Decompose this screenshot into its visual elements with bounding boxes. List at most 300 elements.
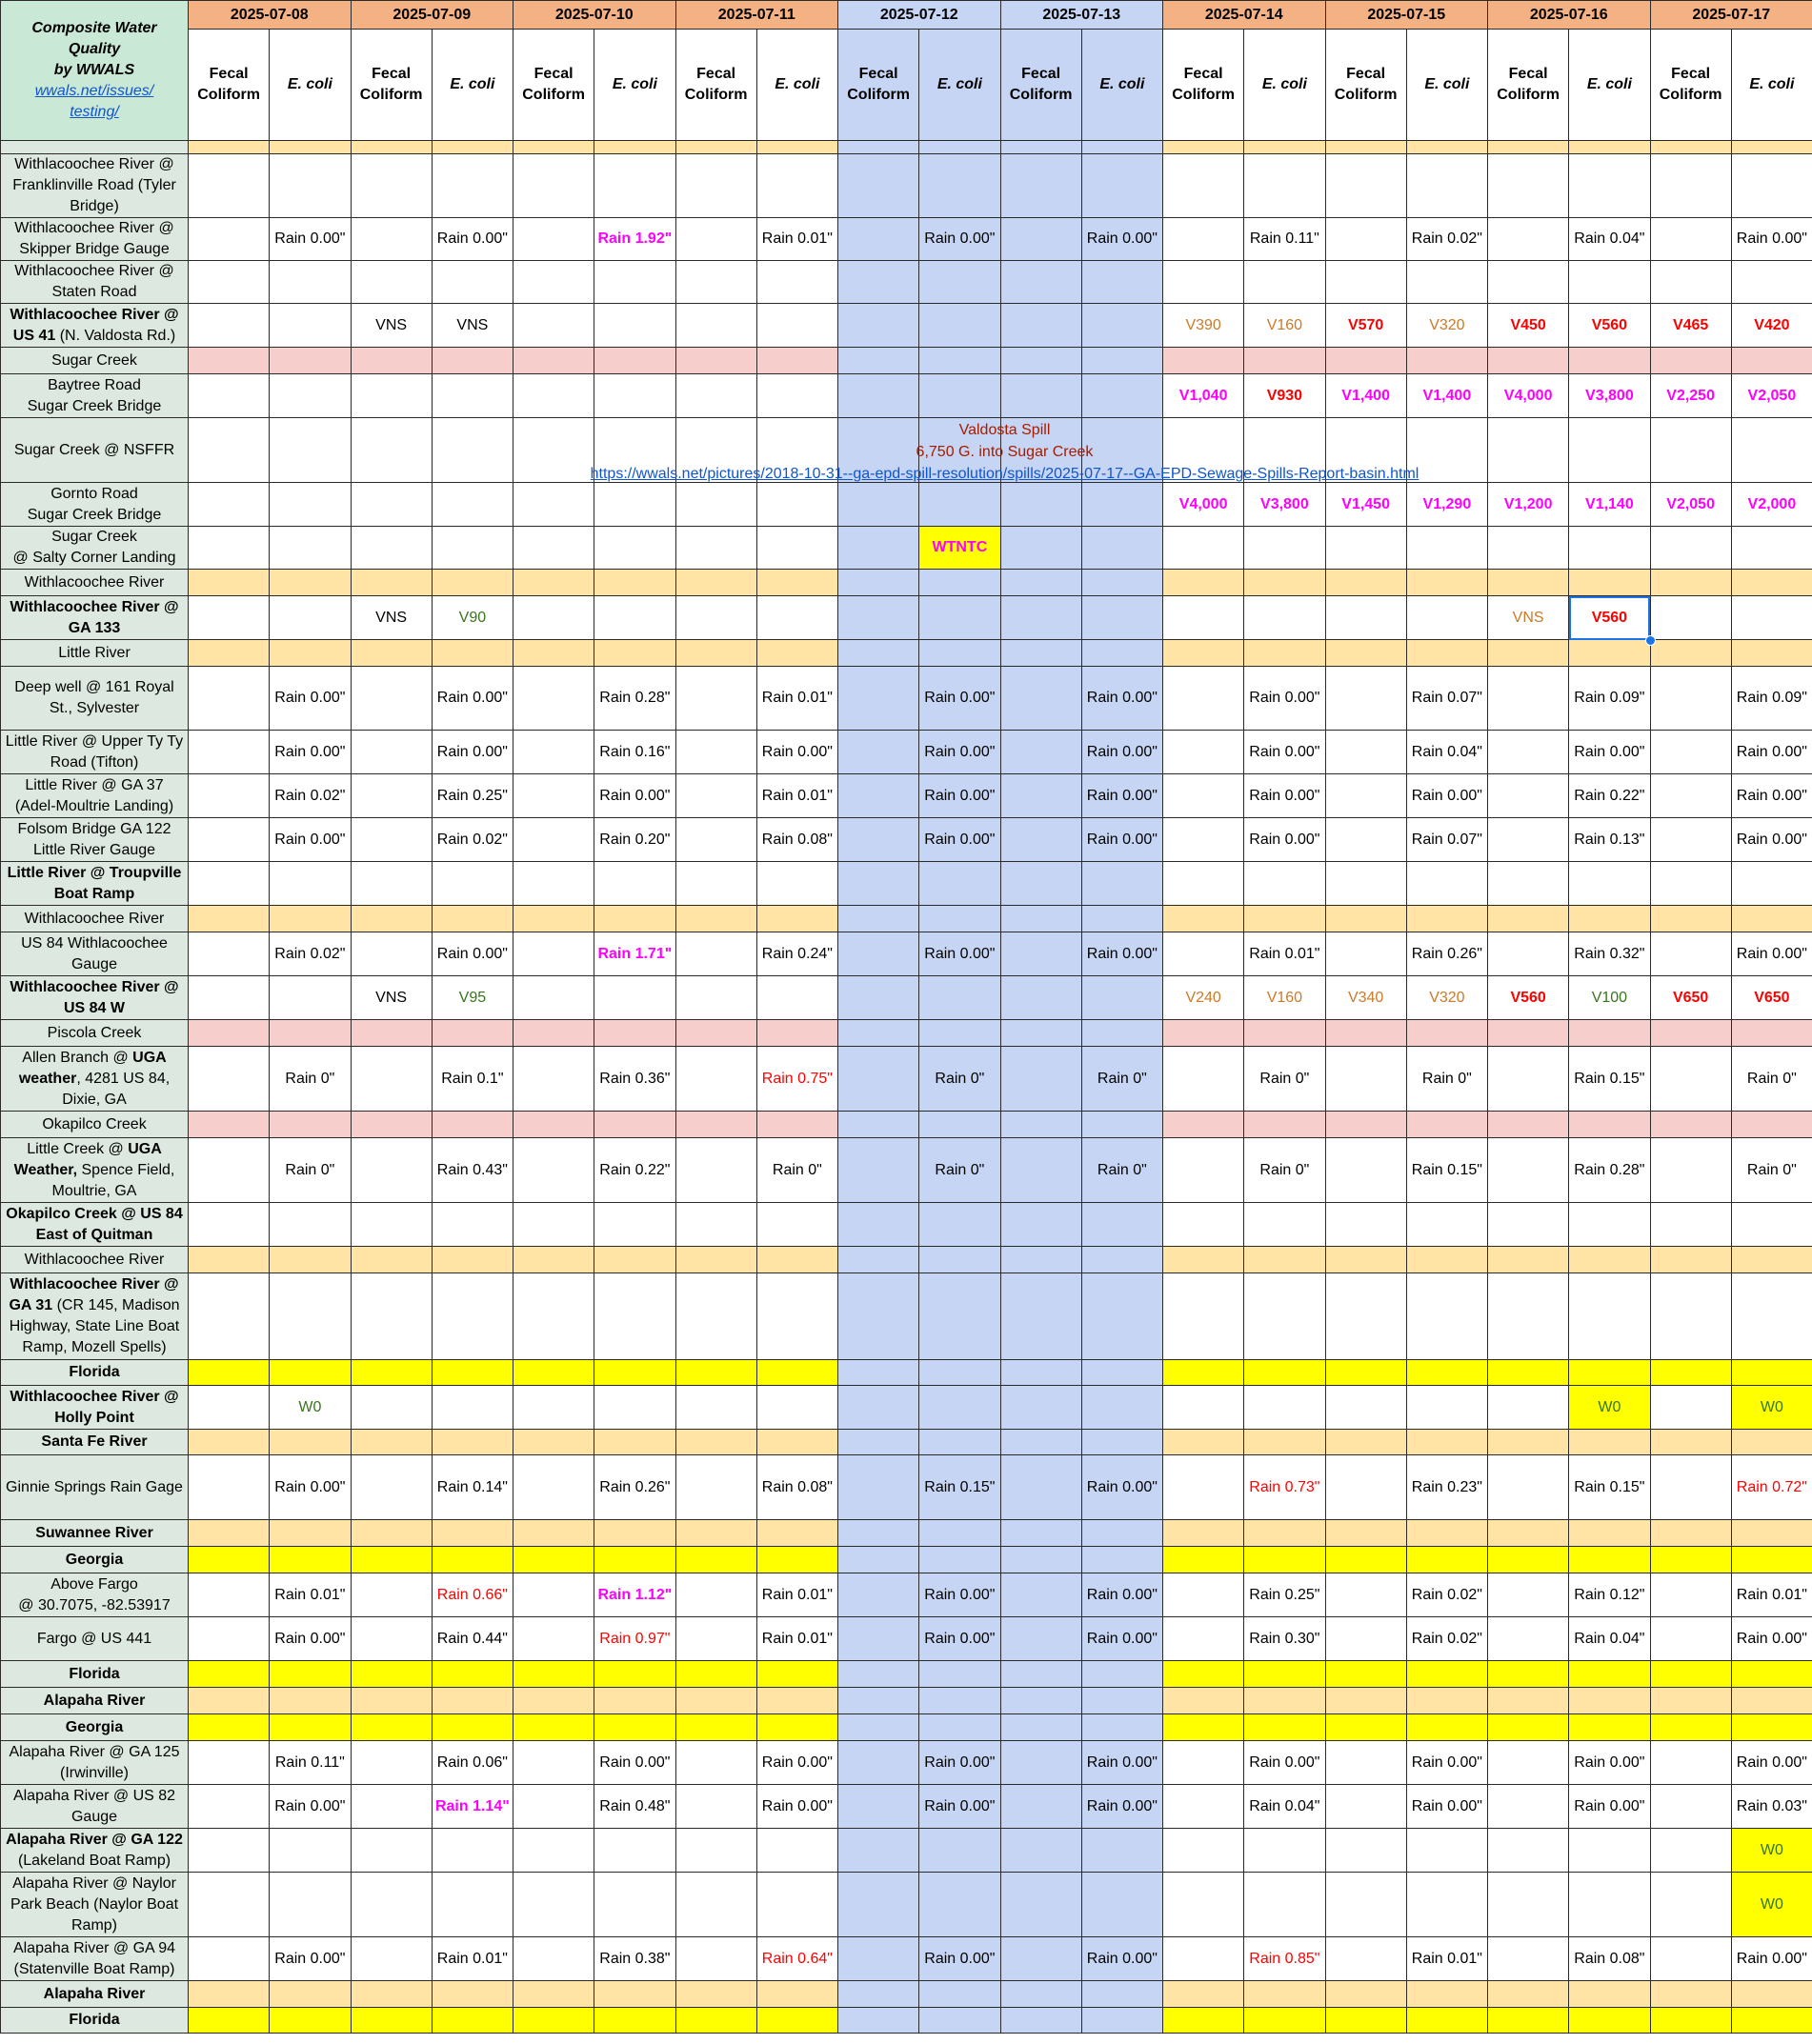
cell[interactable] [838, 1873, 919, 1937]
section-label[interactable]: Little River [1, 640, 189, 667]
cell[interactable] [351, 1430, 432, 1455]
cell[interactable] [270, 1430, 351, 1455]
rain-value[interactable]: Rain 0.09" [1731, 667, 1812, 731]
cell[interactable] [1081, 1547, 1162, 1573]
rain-value[interactable]: Rain 0.00" [1081, 1741, 1162, 1785]
cell[interactable] [756, 304, 837, 348]
cell[interactable] [838, 1360, 919, 1386]
rain-value[interactable]: Rain 0.00" [1081, 1937, 1162, 1981]
cell[interactable] [1650, 1455, 1731, 1520]
cell[interactable] [675, 1741, 756, 1785]
cell[interactable] [1325, 1829, 1406, 1873]
sample-value[interactable]: VNS [432, 304, 513, 348]
cell[interactable] [675, 1829, 756, 1873]
fecal-coliform-header[interactable] [1163, 30, 1244, 141]
cell[interactable] [838, 1617, 919, 1661]
cell[interactable] [513, 906, 594, 932]
e-coli-header[interactable]: E. coli [1406, 30, 1487, 141]
cell[interactable] [838, 596, 919, 640]
sample-value[interactable]: VNS [1488, 596, 1569, 640]
sample-value[interactable]: W0 [1731, 1873, 1812, 1937]
cell[interactable] [351, 1873, 432, 1937]
rain-value[interactable]: Rain 0.01" [270, 1573, 351, 1617]
rain-value[interactable]: Rain 0.00" [919, 1741, 1000, 1785]
cell[interactable] [351, 774, 432, 818]
cell[interactable] [594, 862, 675, 906]
cell[interactable] [1325, 1455, 1406, 1520]
cell[interactable] [1163, 1688, 1244, 1714]
cell[interactable] [1731, 570, 1812, 596]
cell[interactable] [270, 141, 351, 154]
rain-value[interactable]: Rain 0" [1406, 1047, 1487, 1112]
fecal-coliform-header[interactable] [675, 30, 756, 141]
cell[interactable] [1081, 1247, 1162, 1273]
cell[interactable] [1163, 261, 1244, 304]
cell[interactable] [1650, 1981, 1731, 2008]
cell[interactable] [1000, 1455, 1081, 1520]
cell[interactable] [1488, 1112, 1569, 1138]
rain-value[interactable]: Rain 0.00" [1081, 818, 1162, 862]
cell[interactable] [838, 1937, 919, 1981]
cell[interactable] [189, 1273, 270, 1360]
rain-value[interactable]: Rain 0.00" [1244, 1741, 1325, 1785]
cell[interactable] [1163, 1617, 1244, 1661]
cell[interactable] [675, 218, 756, 261]
cell[interactable] [1731, 640, 1812, 667]
cell[interactable] [1406, 1688, 1487, 1714]
cell[interactable] [189, 1741, 270, 1785]
site-label[interactable] [1, 731, 189, 774]
cell[interactable] [351, 1661, 432, 1688]
cell[interactable] [1325, 1138, 1406, 1203]
cell[interactable] [1569, 1873, 1650, 1937]
cell[interactable] [1163, 1937, 1244, 1981]
cell[interactable] [838, 640, 919, 667]
cell[interactable] [1731, 1981, 1812, 2008]
cell[interactable] [1488, 348, 1569, 374]
cell[interactable] [1731, 1203, 1812, 1247]
cell[interactable] [513, 932, 594, 976]
cell[interactable] [513, 1937, 594, 1981]
cell[interactable] [1244, 570, 1325, 596]
cell[interactable] [1731, 1688, 1812, 1714]
cell[interactable] [1488, 932, 1569, 976]
date-header[interactable]: 2025-07-14 [1163, 1, 1326, 30]
cell[interactable] [1406, 596, 1487, 640]
section-label[interactable]: Florida [1, 2008, 189, 2034]
cell[interactable] [513, 731, 594, 774]
rain-value[interactable]: Rain 0.00" [270, 731, 351, 774]
cell[interactable] [513, 640, 594, 667]
cell[interactable] [1000, 304, 1081, 348]
cell[interactable] [1488, 1430, 1569, 1455]
cell[interactable] [1081, 1873, 1162, 1937]
sample-value[interactable]: V560 [1488, 976, 1569, 1020]
rain-value[interactable]: Rain 0.01" [756, 218, 837, 261]
cell[interactable] [1163, 527, 1244, 570]
cell[interactable] [838, 1112, 919, 1138]
cell[interactable] [838, 304, 919, 348]
section-label[interactable]: Alapaha River [1, 1688, 189, 1714]
cell[interactable] [756, 348, 837, 374]
cell[interactable] [1244, 1520, 1325, 1547]
rain-value[interactable]: Rain 0.00" [1081, 731, 1162, 774]
cell[interactable] [1244, 141, 1325, 154]
cell[interactable] [919, 1661, 1000, 1688]
cell[interactable] [351, 862, 432, 906]
cell[interactable] [1406, 1661, 1487, 1688]
cell[interactable] [1488, 570, 1569, 596]
cell[interactable] [1163, 1785, 1244, 1829]
cell[interactable] [351, 1937, 432, 1981]
cell[interactable] [1406, 1873, 1487, 1937]
cell[interactable] [270, 304, 351, 348]
cell[interactable] [594, 261, 675, 304]
cell[interactable] [1000, 774, 1081, 818]
cell[interactable] [594, 1688, 675, 1714]
corner-title-cell[interactable] [1, 1, 189, 141]
cell[interactable] [838, 862, 919, 906]
cell[interactable] [270, 483, 351, 527]
rain-value[interactable]: Rain 0.00" [270, 818, 351, 862]
cell[interactable] [838, 1203, 919, 1247]
cell[interactable] [675, 1360, 756, 1386]
cell[interactable] [1325, 141, 1406, 154]
rain-value[interactable]: Rain 0.08" [1569, 1937, 1650, 1981]
cell[interactable] [675, 1430, 756, 1455]
cell[interactable] [1081, 304, 1162, 348]
cell[interactable] [1650, 261, 1731, 304]
cell[interactable] [675, 374, 756, 418]
cell[interactable] [675, 906, 756, 932]
cell[interactable] [919, 1714, 1000, 1741]
cell[interactable] [1650, 1617, 1731, 1661]
cell[interactable] [594, 596, 675, 640]
cell[interactable] [1488, 141, 1569, 154]
cell[interactable] [675, 1020, 756, 1047]
cell[interactable] [351, 1785, 432, 1829]
cell[interactable] [189, 1047, 270, 1112]
cell[interactable] [1569, 1661, 1650, 1688]
site-label[interactable] [1, 1573, 189, 1617]
cell[interactable] [838, 1661, 919, 1688]
cell[interactable] [594, 374, 675, 418]
rain-value[interactable]: Rain 0.04" [1569, 1617, 1650, 1661]
section-label[interactable]: Withlacoochee River [1, 1247, 189, 1273]
cell[interactable] [1650, 1112, 1731, 1138]
cell[interactable] [1731, 1547, 1812, 1573]
cell[interactable] [919, 1981, 1000, 2008]
cell[interactable] [1325, 862, 1406, 906]
cell[interactable] [1081, 483, 1162, 527]
e-coli-header[interactable]: E. coli [919, 30, 1000, 141]
cell[interactable] [189, 932, 270, 976]
cell[interactable] [594, 2008, 675, 2034]
cell[interactable] [675, 774, 756, 818]
rain-value[interactable]: Rain 0.00" [1569, 1741, 1650, 1785]
rain-value[interactable]: Rain 0.00" [919, 218, 1000, 261]
cell[interactable] [1163, 667, 1244, 731]
cell[interactable] [1488, 862, 1569, 906]
cell[interactable] [1406, 1520, 1487, 1547]
cell[interactable] [1488, 1247, 1569, 1273]
e-coli-header[interactable]: E. coli [432, 30, 513, 141]
cell[interactable] [432, 1203, 513, 1247]
cell[interactable] [1650, 1661, 1731, 1688]
sample-value[interactable]: V560 [1569, 596, 1650, 640]
cell[interactable] [1488, 1273, 1569, 1360]
cell[interactable] [1000, 1981, 1081, 2008]
rain-value[interactable]: Rain 0.04" [1406, 731, 1487, 774]
cell[interactable] [838, 2008, 919, 2034]
cell[interactable] [1731, 862, 1812, 906]
cell[interactable] [1081, 862, 1162, 906]
cell[interactable] [432, 483, 513, 527]
cell[interactable] [1406, 1829, 1487, 1873]
rain-value[interactable]: Rain 0.16" [594, 731, 675, 774]
sample-value[interactable]: W0 [1731, 1829, 1812, 1873]
date-header[interactable]: 2025-07-10 [513, 1, 676, 30]
cell[interactable] [756, 1273, 837, 1360]
cell[interactable] [838, 731, 919, 774]
cell[interactable] [1731, 527, 1812, 570]
cell[interactable] [1081, 1520, 1162, 1547]
cell[interactable] [1731, 1360, 1812, 1386]
cell[interactable] [270, 1203, 351, 1247]
fecal-coliform-header[interactable] [1488, 30, 1569, 141]
rain-value[interactable]: Rain 0.00" [1569, 1785, 1650, 1829]
site-label[interactable] [1, 976, 189, 1020]
rain-value[interactable]: Rain 0.26" [1406, 932, 1487, 976]
cell[interactable] [1488, 906, 1569, 932]
cell[interactable] [351, 1573, 432, 1617]
cell[interactable] [675, 862, 756, 906]
cell[interactable] [351, 1520, 432, 1547]
cell[interactable] [675, 1047, 756, 1112]
cell[interactable] [513, 818, 594, 862]
cell[interactable] [513, 596, 594, 640]
sample-value[interactable]: V4,000 [1488, 374, 1569, 418]
sample-value[interactable]: V465 [1650, 304, 1731, 348]
cell[interactable] [1325, 1547, 1406, 1573]
cell[interactable] [1650, 1688, 1731, 1714]
rain-value[interactable]: Rain 0.13" [1569, 818, 1650, 862]
sample-value[interactable]: W0 [1569, 1386, 1650, 1430]
cell[interactable] [189, 1688, 270, 1714]
rain-value[interactable]: Rain 0.75" [756, 1047, 837, 1112]
cell[interactable] [270, 261, 351, 304]
cell[interactable] [1163, 1455, 1244, 1520]
fecal-coliform-header[interactable] [838, 30, 919, 141]
cell[interactable] [756, 1829, 837, 1873]
cell[interactable] [756, 154, 837, 218]
site-label[interactable] [1, 1138, 189, 1203]
cell[interactable] [1325, 731, 1406, 774]
cell[interactable] [270, 1020, 351, 1047]
cell[interactable] [594, 1112, 675, 1138]
sample-value[interactable]: V340 [1325, 976, 1406, 1020]
cell[interactable] [756, 1520, 837, 1547]
cell[interactable] [513, 348, 594, 374]
section-label[interactable]: Alapaha River [1, 1981, 189, 2008]
fecal-coliform-header[interactable] [513, 30, 594, 141]
cell[interactable] [513, 1138, 594, 1203]
cell[interactable] [756, 1386, 837, 1430]
section-label[interactable]: Georgia [1, 1714, 189, 1741]
cell[interactable] [1163, 1547, 1244, 1573]
cell[interactable] [594, 1020, 675, 1047]
fecal-coliform-header[interactable] [189, 30, 270, 141]
cell[interactable] [1000, 483, 1081, 527]
rain-value[interactable]: Rain 0.15" [1569, 1047, 1650, 1112]
section-label[interactable]: Georgia [1, 1547, 189, 1573]
cell[interactable] [1650, 1203, 1731, 1247]
rain-value[interactable]: Rain 0.08" [756, 818, 837, 862]
cell[interactable] [1488, 1661, 1569, 1688]
cell[interactable] [1406, 906, 1487, 932]
cell[interactable] [1244, 261, 1325, 304]
sample-value[interactable]: V160 [1244, 976, 1325, 1020]
cell[interactable] [675, 1617, 756, 1661]
cell[interactable] [351, 1455, 432, 1520]
cell[interactable] [919, 1873, 1000, 1937]
cell[interactable] [1325, 1203, 1406, 1247]
cell[interactable] [432, 1829, 513, 1873]
cell[interactable] [1731, 154, 1812, 218]
cell[interactable] [1081, 1203, 1162, 1247]
cell[interactable] [1325, 1273, 1406, 1360]
site-label[interactable] [1, 1047, 189, 1112]
rain-value[interactable]: Rain 0.01" [1244, 932, 1325, 976]
cell[interactable] [1325, 1112, 1406, 1138]
cell[interactable] [513, 1829, 594, 1873]
cell[interactable] [1244, 640, 1325, 667]
cell[interactable] [1406, 1714, 1487, 1741]
cell[interactable] [1081, 1020, 1162, 1047]
cell[interactable] [1081, 1430, 1162, 1455]
cell[interactable] [432, 570, 513, 596]
cell[interactable] [189, 374, 270, 418]
cell[interactable] [1569, 640, 1650, 667]
cell[interactable] [1000, 261, 1081, 304]
rain-value[interactable]: Rain 0.11" [270, 1741, 351, 1785]
cell[interactable] [351, 932, 432, 976]
rain-value[interactable]: Rain 0.00" [594, 774, 675, 818]
cell[interactable] [756, 640, 837, 667]
cell[interactable] [756, 527, 837, 570]
cell[interactable] [1000, 1112, 1081, 1138]
cell[interactable] [1163, 1203, 1244, 1247]
cell[interactable] [675, 1138, 756, 1203]
cell[interactable] [513, 374, 594, 418]
rain-value[interactable]: Rain 0.97" [594, 1617, 675, 1661]
site-label[interactable] [1, 1937, 189, 1981]
cell[interactable] [919, 1430, 1000, 1455]
cell[interactable] [1000, 1617, 1081, 1661]
sample-value[interactable]: V3,800 [1569, 374, 1650, 418]
cell[interactable] [432, 1273, 513, 1360]
sample-value[interactable]: V560 [1569, 304, 1650, 348]
cell[interactable] [1406, 1203, 1487, 1247]
cell[interactable] [270, 640, 351, 667]
sample-value[interactable]: W0 [270, 1386, 351, 1430]
rain-value[interactable]: Rain 0.01" [756, 667, 837, 731]
cell[interactable] [1000, 640, 1081, 667]
cell[interactable] [351, 2008, 432, 2034]
cell[interactable] [270, 1247, 351, 1273]
cell[interactable] [675, 1937, 756, 1981]
cell[interactable] [513, 261, 594, 304]
rain-value[interactable]: Rain 0.22" [594, 1138, 675, 1203]
site-label[interactable] [1, 862, 189, 906]
cell[interactable] [351, 1981, 432, 2008]
cell[interactable] [919, 1273, 1000, 1360]
cell[interactable] [1569, 261, 1650, 304]
cell[interactable] [351, 1547, 432, 1573]
cell[interactable] [513, 527, 594, 570]
rain-value[interactable]: Rain 0.00" [594, 1741, 675, 1785]
cell[interactable] [1406, 1247, 1487, 1273]
cell[interactable] [1325, 774, 1406, 818]
cell[interactable] [513, 570, 594, 596]
cell[interactable] [1244, 1386, 1325, 1430]
cell[interactable] [270, 154, 351, 218]
cell[interactable] [1244, 2008, 1325, 2034]
cell[interactable] [919, 348, 1000, 374]
cell[interactable] [1244, 348, 1325, 374]
cell[interactable] [1000, 1714, 1081, 1741]
section-label[interactable]: Withlacoochee River [1, 570, 189, 596]
sample-value[interactable]: V1,450 [1325, 483, 1406, 527]
rain-value[interactable]: Rain 0.02" [1406, 218, 1487, 261]
rain-value[interactable]: Rain 0.15" [1569, 1455, 1650, 1520]
cell[interactable] [1488, 640, 1569, 667]
cell[interactable] [1081, 1386, 1162, 1430]
cell[interactable] [675, 348, 756, 374]
cell[interactable] [1000, 154, 1081, 218]
cell[interactable] [675, 667, 756, 731]
cell[interactable] [189, 1617, 270, 1661]
cell[interactable] [351, 261, 432, 304]
cell[interactable] [189, 348, 270, 374]
cell[interactable] [838, 374, 919, 418]
cell[interactable] [1406, 527, 1487, 570]
cell[interactable] [594, 1386, 675, 1430]
cell[interactable] [1163, 1661, 1244, 1688]
cell[interactable] [838, 1138, 919, 1203]
cell[interactable] [1325, 218, 1406, 261]
cell[interactable] [838, 1047, 919, 1112]
cell[interactable] [351, 154, 432, 218]
rain-value[interactable]: Rain 0.00" [432, 932, 513, 976]
site-label[interactable] [1, 154, 189, 218]
cell[interactable] [838, 1714, 919, 1741]
cell[interactable] [1569, 1020, 1650, 1047]
e-coli-header[interactable]: E. coli [1081, 30, 1162, 141]
rain-value[interactable]: Rain 0.00" [1731, 774, 1812, 818]
date-header[interactable]: 2025-07-11 [675, 1, 838, 30]
cell[interactable] [1163, 640, 1244, 667]
cell[interactable] [351, 1047, 432, 1112]
cell[interactable] [594, 1829, 675, 1873]
cell[interactable] [1406, 570, 1487, 596]
rain-value[interactable]: Rain 0" [1081, 1047, 1162, 1112]
rain-value[interactable]: Rain 0.00" [919, 1617, 1000, 1661]
cell[interactable] [513, 2008, 594, 2034]
cell[interactable] [351, 570, 432, 596]
cell[interactable] [1731, 1520, 1812, 1547]
sample-value[interactable]: V1,040 [1163, 374, 1244, 418]
